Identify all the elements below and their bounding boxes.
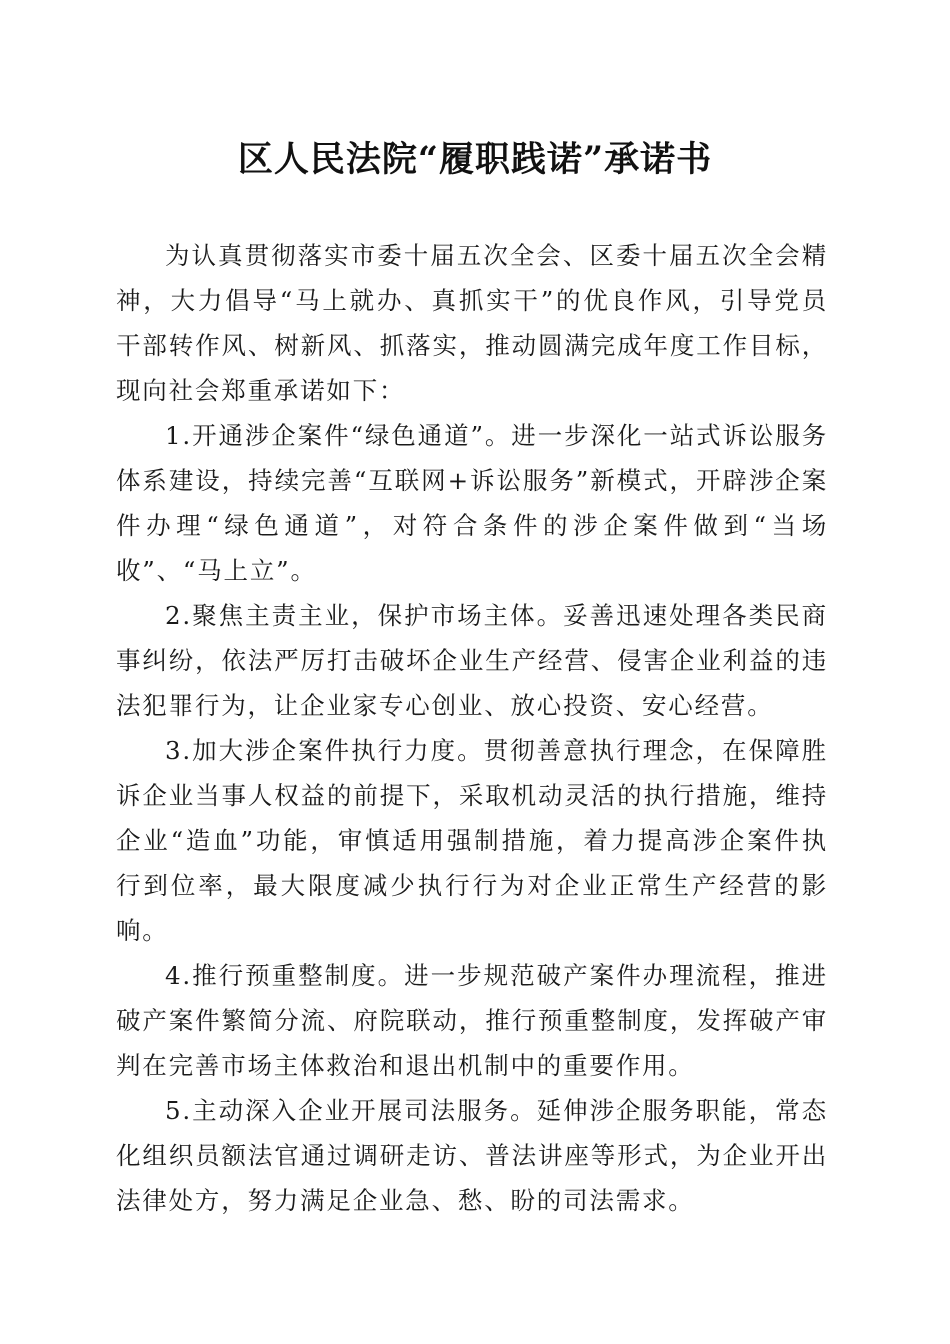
- commitment-paragraph-3: 3.加大涉企案件执行力度。贯彻善意执行理念，在保障胜诉企业当事人权益的前提下，采取机动灵活的执行措施，维持企业“造血”功能，审慎适用强制措施，着力提高涉企案件执行到位率，最大限度减少执行行为对企业正常生产经营的影响。: [116, 736, 828, 945]
- document-body: [116, 233, 828, 1223]
- commitment-paragraph-2: 2.聚焦主责主业，保护市场主体。妥善迅速处理各类民商事纠纷，依法严厉打击破坏企业生产经营、侵害企业利益的违法犯罪行为，让企业家专心创业、放心投资、安心经营。: [116, 601, 828, 720]
- intro-paragraph: 为认真贯彻落实市委十届五次全会、区委十届五次全会精神，大力倡导“马上就办、真抓实干”的优良作风，引导党员干部转作风、树新风、抓落实，推动圆满完成年度工作目标，现向社会郑重承诺如下：: [116, 241, 828, 405]
- commitment-paragraph-5: 5.主动深入企业开展司法服务。延伸涉企服务职能，常态化组织员额法官通过调研走访、普法讲座等形式，为企业开出法律处方，努力满足企业急、愁、盼的司法需求。: [116, 1096, 828, 1215]
- document-title: 区人民法院“履职践诺”承诺书: [237, 139, 713, 180]
- commitment-paragraph-4: 4.推行预重整制度。进一步规范破产案件办理流程，推进破产案件繁简分流、府院联动，推行预重整制度，发挥破产审判在完善市场主体救治和退出机制中的重要作用。: [116, 961, 828, 1080]
- commitment-paragraph-1: 1.开通涉企案件“绿色通道”。进一步深化一站式诉讼服务体系建设，持续完善“互联网+诉讼服务”新模式，开辟涉企案件办理“绿色通道”，对符合条件的涉企案件做到“当场收”、“马上立”。: [116, 421, 828, 585]
